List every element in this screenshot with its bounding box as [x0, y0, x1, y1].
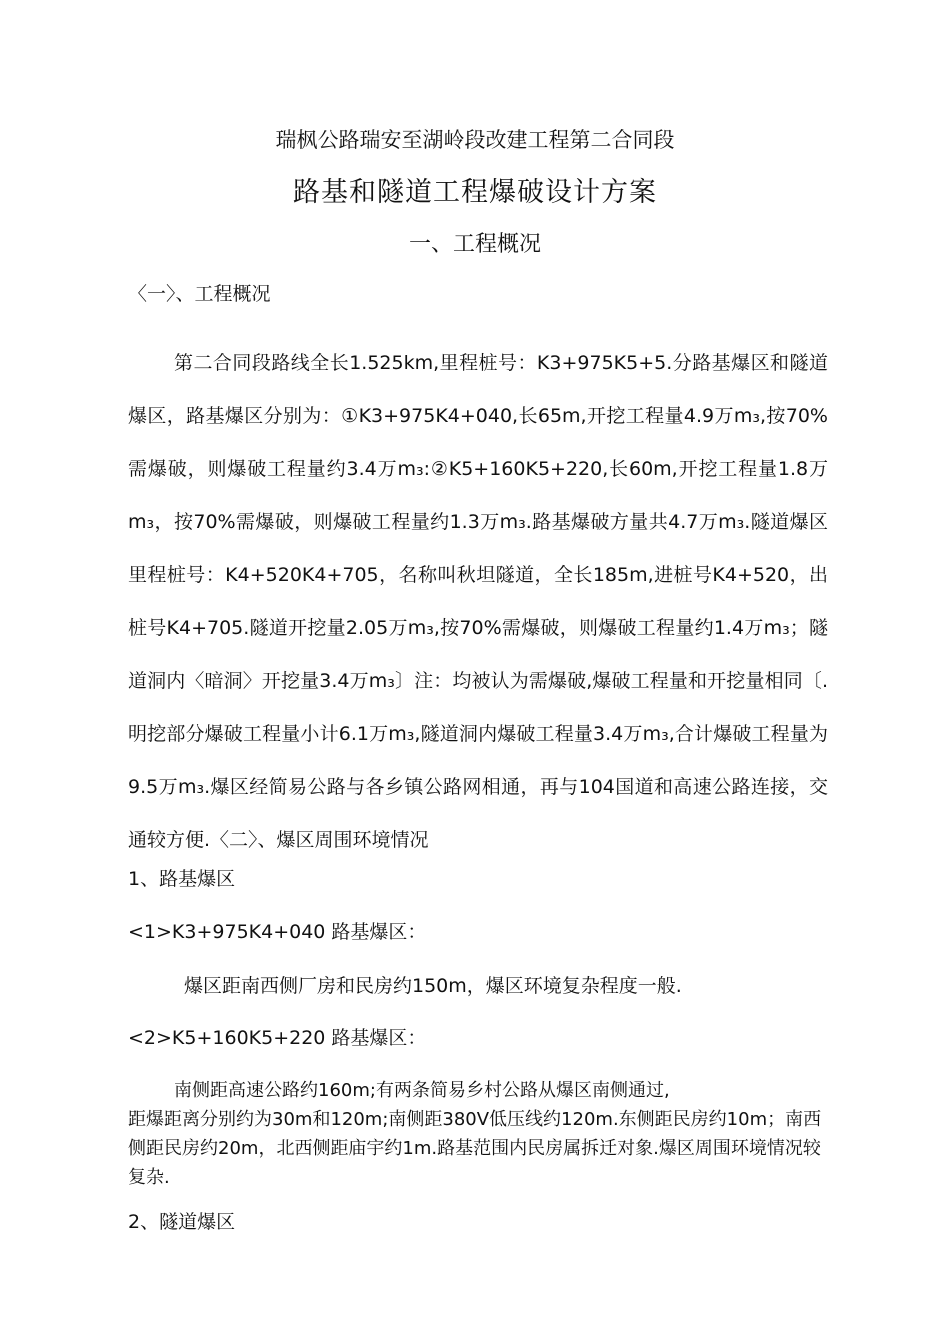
item-zone-1-text: 爆区距南西侧厂房和民房约150m，爆区环境复杂程度一般.	[184, 975, 682, 997]
item-roadbed-blast-zone: 1、路基爆区	[128, 868, 236, 890]
item-zone-1-heading: <1>K3+975K4+040 路基爆区：	[128, 921, 427, 943]
zone-2-description-first-line: 南侧距高速公路约160m;有两条简易乡村公路从爆区南侧通过,	[174, 1080, 670, 1101]
item-tunnel-blast-zone: 2、隧道爆区	[128, 1211, 236, 1233]
project-title: 瑞枫公路瑞安至湖岭段改建工程第二合同段	[275, 128, 675, 152]
subsection-heading-overview: 〈一〉、工程概况	[128, 283, 271, 305]
plan-title: 路基和隧道工程爆破设计方案	[293, 177, 657, 208]
section-heading-overview: 一、工程概况	[408, 232, 541, 257]
item-zone-2-heading: <2>K5+160K5+220 路基爆区：	[128, 1027, 427, 1049]
overview-paragraph: 第二合同段路线全长1.525km,里程桩号：K3+975K5+5.分路基爆区和隧道爆区，路基爆区分别为：①K3+975K4+040,长65m,开挖工程量4.9万m₃,按70%需爆破，则爆破工程量约3.4万m₃:②K5+160K5+220,长60m,开挖工程量1.8万m₃，按70%需爆破，则爆破工程量约1.3万m₃.路基爆破方量共4.7万m₃.隧道爆区里程桩号：K4+520K4+705，名称叫秋坦隧道，全长185m,进桩号K4+520，出桩号K4+705.隧道开挖量2.05万m₃,按70%需爆破，则爆破工程量约1.4万m₃；隧道洞内〈暗洞〉开挖量3.4万m₃〕注：均被认为需爆破,爆破工程量和开挖量相同〔.明挖部分爆破工程量小计6.1万m₃,隧道洞内爆破工程量3.4万m₃,合计爆破工程量为9.5万m₃.爆区经简易公路与各乡镇公路网相通，再与104国道和高速公路连接，交通较方便.〈二〉、爆区周围环境情况	[128, 352, 828, 851]
zone-2-description-rest: 距爆距离分别约为30m和120m;南侧距380V低压线约120m.东侧距民房约10m；南西侧距民房约20m，北西侧距庙宇约1m.路基范围内民房属拆迁对象.爆区周围环境情况较复杂.	[128, 1109, 822, 1188]
zone-2-description	[128, 1076, 828, 1192]
